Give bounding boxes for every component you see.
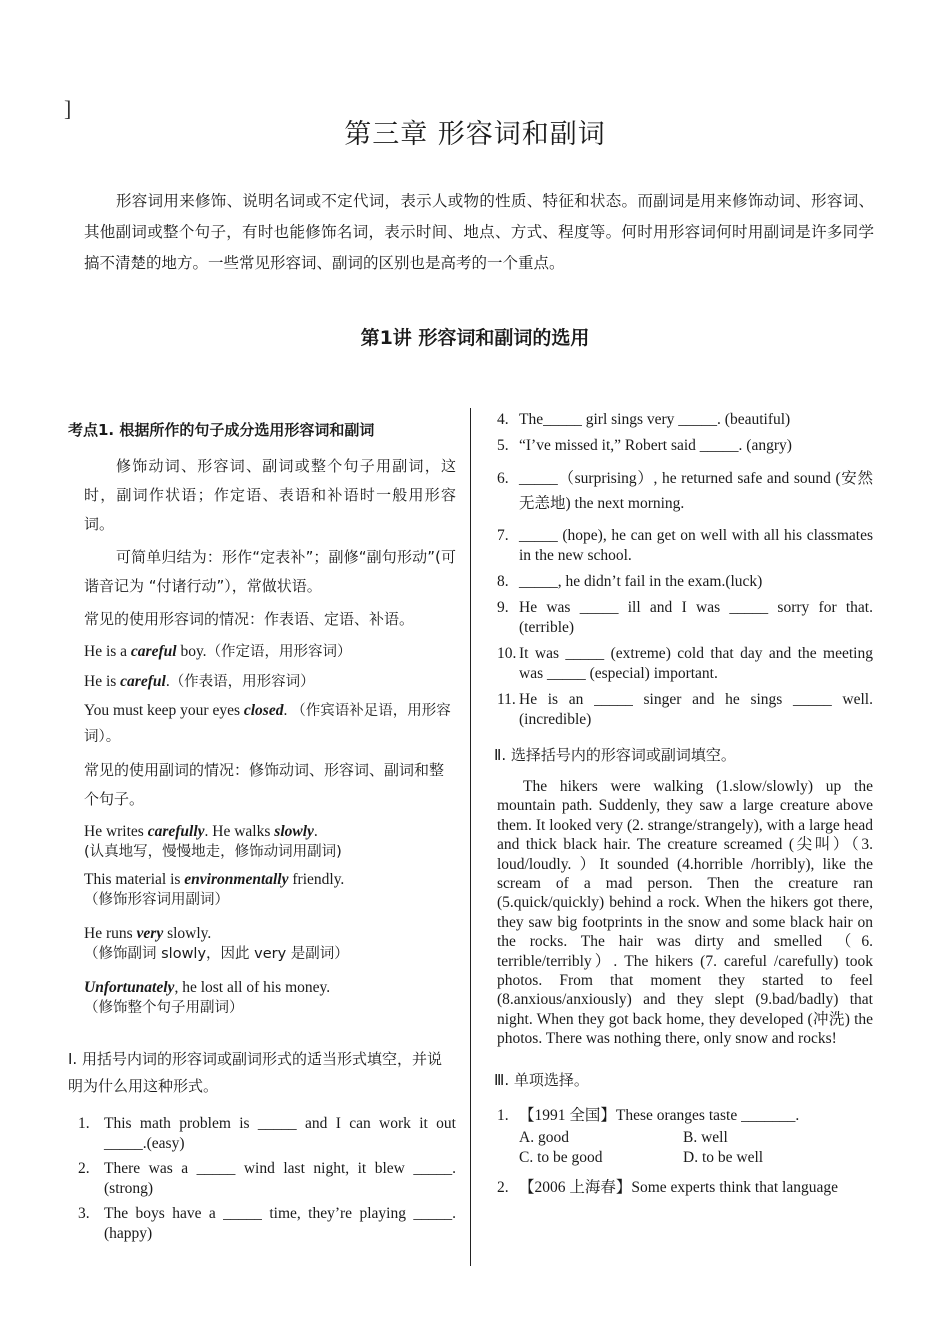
section-2-heading: Ⅱ. 选择括号内的形容词或副词填空。 (494, 746, 736, 764)
option-b: B. well (683, 1128, 728, 1146)
exercise-item: 7. _____ (hope), he can get on well with all his classmates in the new school. (497, 527, 873, 564)
example-sentence: Unfortunately, he lost all of his money. （修饰整个句子用副词） (84, 979, 331, 1016)
adjective-usage-heading: 常见的使用形容词的情况：作表语、定语、补语。 (84, 610, 415, 628)
example-sentence: He is careful.（作表语，用形容词） (84, 673, 315, 690)
key-point-title: 考点1. 根据所作的句子成分选用形容词和副词 (68, 421, 375, 439)
rule-paragraph: 修饰动词、形容词、副词或整个句子用副词，这时，副词作状语；作定语、表语和补语时一般用形容词。 (84, 457, 456, 533)
exercise-item: 3. The boys have a _____ time, they’re playing _____.(happy) (78, 1205, 456, 1242)
chapter-title: 第三章 形容词和副词 (344, 119, 606, 150)
left-column (68, 420, 456, 1249)
multiple-choice-item: 2. 【2006 上海春】Some experts think that language (497, 1178, 838, 1196)
exercise-item: 2. There was a _____ wind last night, it blew _____.(strong) (78, 1160, 456, 1197)
example-sentence: He is a careful boy.（作定语，用形容词） (84, 643, 352, 660)
exercise-list-right (497, 410, 873, 730)
exercise-item: 10. It was _____ (extreme) cold that day and the meeting was _____ (especial) important. (497, 645, 873, 682)
option-d: D. to be well (683, 1148, 764, 1166)
multiple-choice-options (519, 1128, 873, 1168)
column-divider (470, 408, 471, 1266)
exercise-item: 4. The_____ girl sings very _____. (beautiful) (497, 411, 791, 428)
lecture-title: 第1讲 形容词和副词的选用 (360, 327, 590, 349)
section-3-heading: Ⅲ. 单项选择。 (494, 1070, 589, 1089)
option-c: C. to be good (519, 1148, 603, 1166)
example-sentence: This material is environmentally friendly. （修饰形容词用副词） (84, 871, 345, 908)
exercise-list-left (68, 1114, 456, 1244)
exercise-item: 5. “I’ve missed it,” Robert said _____. (angry) (497, 437, 792, 454)
exercise-item: 1. This math problem is _____ and I can work it out _____.(easy) (78, 1115, 456, 1152)
example-sentence: You must keep your eyes closed. （作宾语补足语，用形容词）。 (84, 702, 451, 745)
exercise-item: 6. _____（surprising）, he returned safe and sound (安然无恙地) the next morning. (497, 470, 873, 512)
right-column (494, 410, 873, 1204)
margin-mark: ] (64, 96, 72, 121)
exercise-item: 9. He was _____ ill and I was _____ sorry for that.(terrible) (497, 599, 873, 636)
mnemonic-paragraph: 可简单归结为：形作“定表补”；副修“副句形动”(可谐音记为 “付诸行动”），常做状语。 (84, 548, 456, 595)
exercise-item: 11. He is an _____ singer and he sings _____ well.(incredible) (497, 691, 873, 728)
section-1-heading: Ⅰ. 用括号内词的形容词或副词形式的适当形式填空，并说明为什么用这种形式。 (68, 1050, 442, 1095)
option-a: A. good (519, 1128, 569, 1146)
multiple-choice-item: 1. 【1991 全国】These oranges taste _______. (497, 1106, 800, 1124)
example-sentence: He runs very slowly. （修饰副词 slowly，因此 very 是副词） (84, 925, 349, 962)
intro-paragraph: 形容词用来修饰、说明名词或不定代词，表示人或物的性质、特征和状态。而副词是用来修饰动词、形容词、其他副词或整个句子，有时也能修饰名词，表示时间、地点、方式、程度等。何时用形容词何时用副词是许多同学搞不清楚的地方。一些常见形容词、副词的区别也是高考的一个重点。 (84, 192, 874, 272)
cloze-passage: The hikers were walking (1.slow/slowly) up the mountain path. Suddenly, they saw a large creature above them. It looked very (2. strange/strangely), with a large head and thick black hair. The creature screamed (尖叫）（3. loud/loudly. ）It sounded (4.horrible /horribly), like the scream of a mad person. Then the creature ran (5.quick/quickly) behind a rock. When the hikers got there, they saw big footprints in the snow and some black hair on the rocks. The hair was dirty and smelled （6. terrible/terribly）. The hikers (7. careful /carefully) took photos. From that moment they started to feel (8.anxious/anxiously) and they slept (9.bad/badly) that night. When they got back home, they developed (冲洗) the photos. There was nothing there, only snow and rocks! (497, 778, 873, 1048)
adverb-usage-heading: 常见的使用副词的情况：修饰动词、形容词、副词和整个句子。 (84, 761, 445, 808)
exercise-item: 8. _____, he didn’t fail in the exam.(luck) (497, 573, 763, 590)
example-sentence: He writes carefully. He walks slowly. (认真地写，慢慢地走，修饰动词用副词) (84, 823, 342, 860)
